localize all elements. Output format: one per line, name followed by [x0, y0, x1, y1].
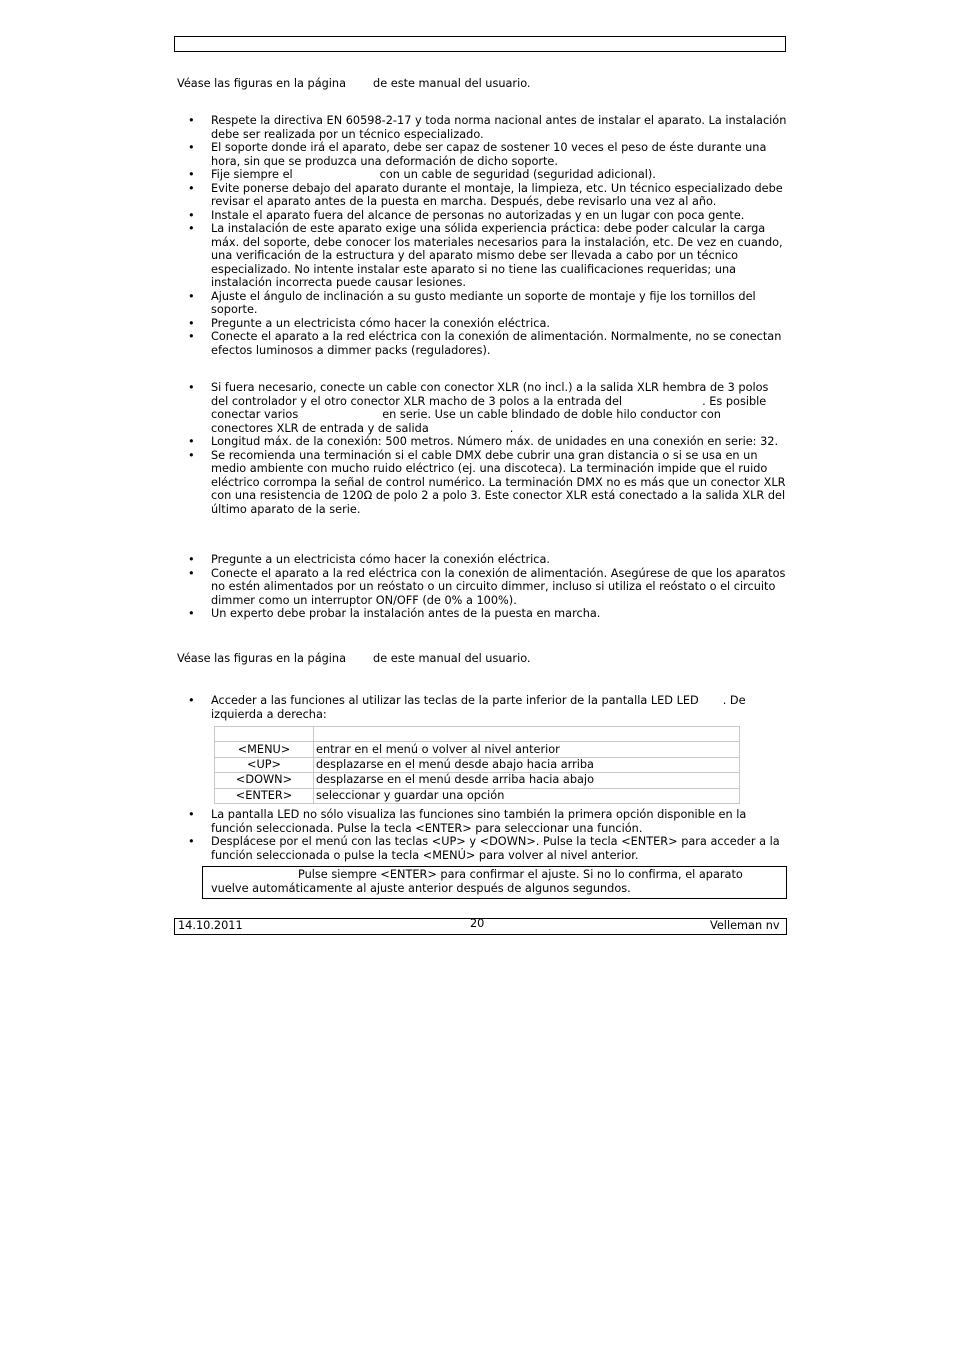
list-item: • Acceder a las funciones al utilizar las teclas de la parte inferior de la pantalla LED LED . De izquierda a derecha:: [0, 694, 789, 721]
table-row: <ENTER> seleccionar y guardar una opción: [215, 788, 740, 803]
list-item: • Instale el aparato fuera del alcance de personas no autorizadas y en un lugar con poca gente.: [0, 209, 789, 223]
power-list: [0, 553, 789, 621]
table-header-row: [215, 727, 740, 742]
dmx-list: [0, 381, 789, 516]
operation-intro: Véase las figuras en la página de este manual del usuario.: [177, 652, 531, 665]
list-item: • Respete la directiva EN 60598-2-17 y toda norma nacional antes de instalar el aparato. La instalación debe ser realizada por un técnico especializado.: [0, 114, 789, 141]
list-item: • La instalación de este aparato exige una sólida experiencia práctica: debe poder calcular la carga máx. del soporte, debe conocer los materiales necesarios para la instalación, etc. De vez en cuando, una verificación de la estructura y del aparato mismo debe ser llevada a cabo por un técnico especializado. No intente instalar este aparato si no tiene las cualificaciones requeridas; una instalación incorrecta puede causar lesiones.: [0, 222, 789, 290]
header-box: [174, 36, 786, 52]
list-item: • Ajuste el ángulo de inclinación a su gusto mediante un soporte de montaje y fije los tornillos del soporte.: [0, 290, 789, 317]
key-table: [214, 726, 740, 804]
list-item: • Evite ponerse debajo del aparato durante el montaje, la limpieza, etc. Un técnico especializado debe revisar el aparato antes de la puesta en marcha. Después, debe revisarlo una vez al año.: [0, 182, 789, 209]
list-item: • Longitud máx. de la conexión: 500 metros. Número máx. de unidades en una conexión en serie: 32.: [0, 435, 789, 449]
display-list: [0, 808, 789, 862]
footer-date: 14.10.2011: [178, 919, 243, 932]
list-item: • Pregunte a un electricista cómo hacer la conexión eléctrica.: [0, 317, 789, 331]
list-item: • Conecte el aparato a la red eléctrica con la conexión de alimentación. Asegúrese de que los aparatos no estén alimentados por un reóstato o un circuito dimmer, incluso si utiliza el reóstato o el circuito dimmer como un interruptor ON/OFF (de 0% a 100%).: [0, 567, 789, 608]
list-item: • Si fuera necesario, conecte un cable con conector XLR (no incl.) a la salida XLR hembra de 3 polos del controlador y el otro conector XLR macho de 3 polos a la entrada del . Es posible conectar varios en serie. Use un cable blindado de doble hilo conductor con conectores XLR de entrada y de salida .: [0, 381, 789, 435]
operation-list: [0, 694, 789, 721]
list-item: • Conecte el aparato a la red eléctrica con la conexión de alimentación. Normalmente, no se conectan efectos luminosos a dimmer packs (reguladores).: [0, 330, 789, 357]
list-item: • Se recomienda una terminación si el cable DMX debe cubrir una gran distancia o si se usa en un medio ambiente con mucho ruido eléctrico (ej. una discoteca). La terminación impide que el ruido eléctrico corrompa la señal de control numérico. La terminación DMX no es más que un conector XLR con una resistencia de 120Ω de polo 2 a polo 3. Este conector XLR está conectado a la salida XLR del último aparato de la serie.: [0, 449, 789, 517]
list-item: • Desplácese por el menú con las teclas <UP> y <DOWN>. Pulse la tecla <ENTER> para acceder a la función seleccionada o pulse la tecla <MENÚ> para volver al nivel anterior.: [0, 835, 789, 862]
table-row: <MENU> entrar en el menú o volver al nivel anterior: [215, 742, 740, 757]
list-item: • Fije siempre el con un cable de seguridad (seguridad adicional).: [0, 168, 789, 182]
list-item: • La pantalla LED no sólo visualiza las funciones sino también la primera opción disponible en la función seleccionada. Pulse la tecla <ENTER> para seleccionar una función.: [0, 808, 789, 835]
list-item: • Un experto debe probar la instalación antes de la puesta en marcha.: [0, 607, 789, 621]
table-row: <DOWN> desplazarse en el menú desde arriba hacia abajo: [215, 773, 740, 788]
mounting-list: [0, 114, 789, 357]
footer-brand: Velleman nv: [710, 919, 780, 932]
list-item: • Pregunte a un electricista cómo hacer la conexión eléctrica.: [0, 553, 789, 567]
page-number: 20: [470, 917, 485, 930]
list-item: • El soporte donde irá el aparato, debe ser capaz de sostener 10 veces el peso de éste durante una hora, sin que se produzca una deformación de dicho soporte.: [0, 141, 789, 168]
install-intro: Véase las figuras en la página de este manual del usuario.: [177, 77, 531, 90]
note-box: Pulse siempre <ENTER> para confirmar el ajuste. Si no lo confirma, el aparato vuelve automáticamente al ajuste anterior después de algunos segundos.: [202, 866, 787, 899]
table-row: <UP> desplazarse en el menú desde abajo hacia arriba: [215, 757, 740, 772]
